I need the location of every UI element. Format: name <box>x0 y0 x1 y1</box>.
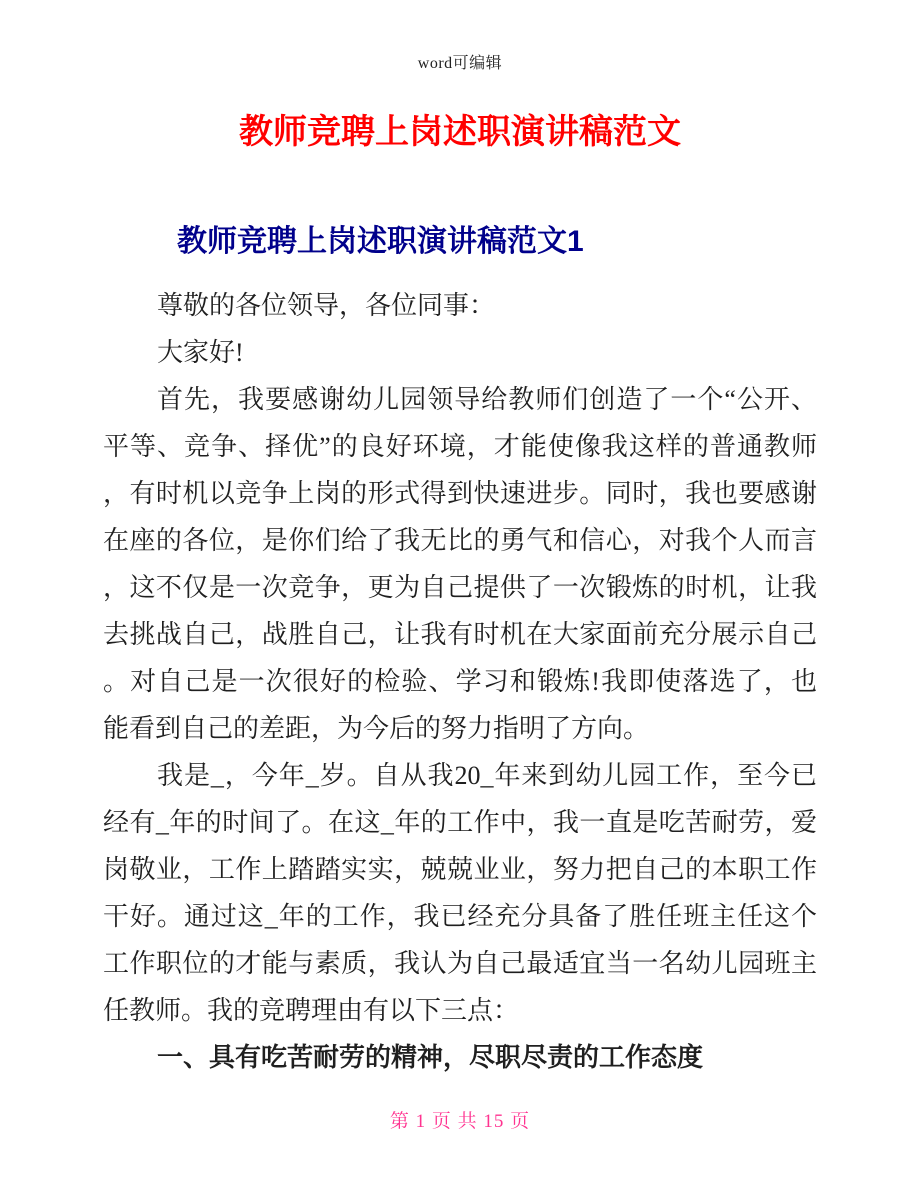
watermark-text: word可编辑 <box>417 55 503 72</box>
body-text-line: 。对自己是一次很好的检验、学习和锻炼!我即使落选了，也 <box>103 667 817 696</box>
body-text-line: ，有时机以竞争上岗的形式得到快速进步。同时，我也要感谢 <box>103 479 817 508</box>
document-body <box>103 282 817 1081</box>
document-subtitle: 教师竞聘上岗述职演讲稿范文1 <box>177 225 584 258</box>
body-text-line: 尊敬的各位领导，各位同事： <box>157 291 496 320</box>
body-text-line: 岗敬业，工作上踏踏实实，兢兢业业，努力把自己的本职工作 <box>103 855 817 884</box>
body-text-line: 能看到自己的差距，为今后的努力指明了方向。 <box>103 714 650 743</box>
body-text-line: 我是_，今年_岁。自从我20_年来到幼儿园工作，至今已 <box>157 761 817 790</box>
section-heading: 一、具有吃苦耐劳的精神，尽职尽责的工作态度 <box>157 1043 704 1072</box>
body-text-line: 大家好! <box>157 338 244 367</box>
body-text-line: 在座的各位，是你们给了我无比的勇气和信心，对我个人而言 <box>103 526 817 555</box>
body-text-line: 工作职位的才能与素质，我认为自己最适宜当一名幼儿园班主 <box>103 949 817 978</box>
body-text-line: 经有_年的时间了。在这_年的工作中，我一直是吃苦耐劳，爱 <box>103 808 817 837</box>
body-text-line: 干好。通过这_年的工作，我已经充分具备了胜任班主任这个 <box>103 902 817 931</box>
document-title: 教师竞聘上岗述职演讲稿范文 <box>239 113 681 151</box>
body-text-line: 去挑战自己，战胜自己，让我有时机在大家面前充分展示自己 <box>103 620 817 649</box>
body-text-line: 任教师。我的竞聘理由有以下三点： <box>103 996 520 1025</box>
body-text-line: 平等、竞争、择优”的良好环境，才能使像我这样的普通教师 <box>103 432 817 461</box>
page-number-label: 第 1 页 共 15 页 <box>389 1111 531 1132</box>
body-text-line: ，这不仅是一次竞争，更为自己提供了一次锻炼的时机，让我 <box>103 573 817 602</box>
body-text-line: 首先，我要感谢幼儿园领导给教师们创造了一个“公开、 <box>157 385 817 414</box>
